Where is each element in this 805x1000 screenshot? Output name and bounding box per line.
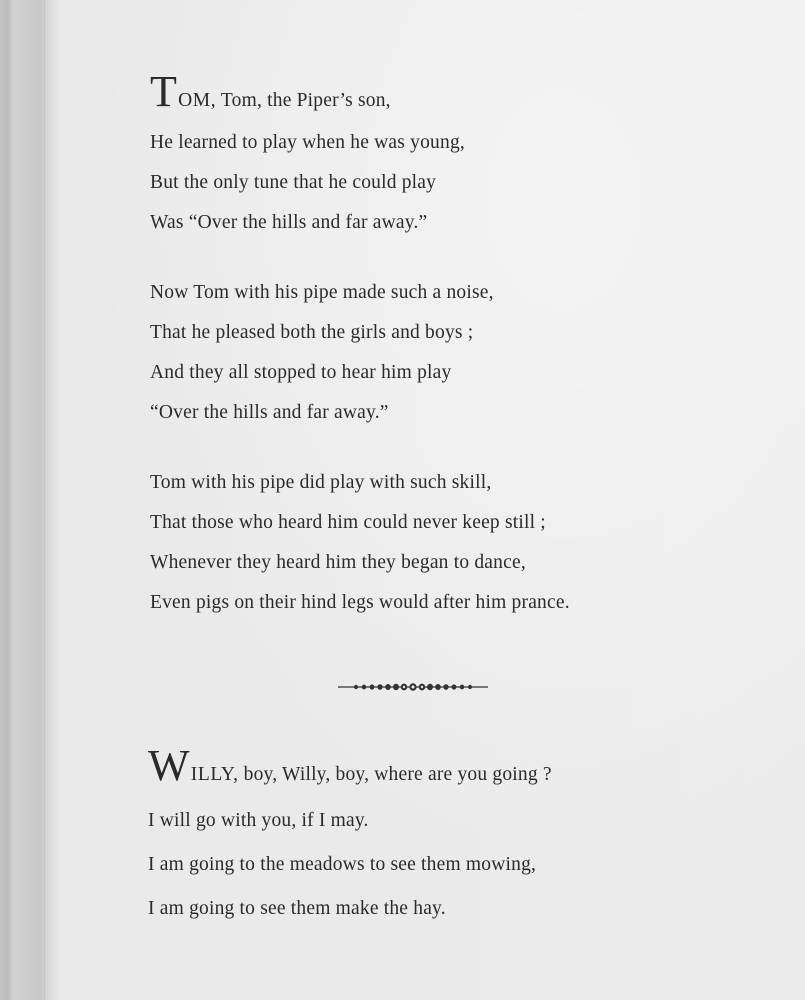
poem-line: But the only tune that he could play — [150, 172, 437, 193]
line-text: Tom, the Piper’s son, — [216, 90, 391, 111]
poem-line — [148, 741, 552, 790]
drop-cap: W — [148, 741, 190, 790]
spine-shadow — [0, 0, 58, 1000]
poem-line: “Over the hills and far away.” — [150, 402, 389, 423]
poem-line: Tom with his pipe did play with such skill, — [150, 472, 492, 493]
poem-line: I am going to see them make the hay. — [148, 898, 446, 919]
poem-line: That he pleased both the girls and boys ; — [150, 322, 474, 343]
poem-line: Was “Over the hills and far away.” — [150, 212, 428, 233]
poem-line — [150, 67, 391, 116]
poem-line: I will go with you, if I may. — [148, 810, 369, 831]
drop-cap: T — [150, 67, 178, 116]
poem-line: I am going to the meadows to see them mowing, — [148, 854, 537, 875]
small-caps-word: OM, — [178, 90, 217, 111]
poem-line: Now Tom with his pipe made such a noise, — [150, 282, 494, 303]
poem-line: And they all stopped to hear him play — [150, 362, 452, 383]
poem-line: That those who heard him could never keep still ; — [150, 512, 546, 533]
poem-line: Whenever they heard him they began to dance, — [150, 552, 526, 573]
poem-line: He learned to play when he was young, — [150, 132, 465, 153]
poem-line: Even pigs on their hind legs would after him prance. — [150, 592, 570, 613]
line-text: boy, Willy, boy, where are you going ? — [238, 764, 552, 785]
ornament-divider — [338, 682, 488, 692]
small-caps-word: ILLY, — [190, 764, 239, 785]
page-fold — [44, 0, 45, 1000]
